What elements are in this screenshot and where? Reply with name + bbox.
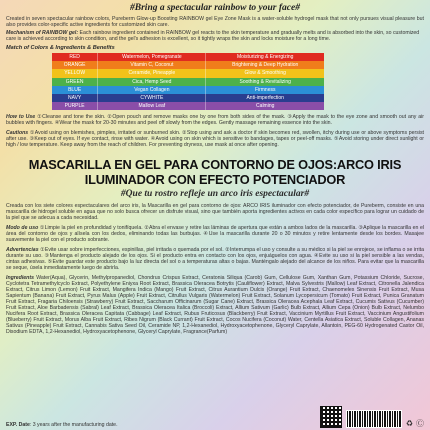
color-row-navy xyxy=(52,94,324,102)
bottom-bar xyxy=(6,406,424,428)
symbols xyxy=(406,420,424,428)
modo-de-uso-text: ①Limpie la piel en profundidad y tonifíquela. ②Abra el envase y retire las láminas de apertura que están a ambos lados de la mascarilla. ③Aplique la mascarilla en el área del contorno de ojos y alísela con los dedos, eliminando todas las burbujas. ④Use la mascarilla durante 20 o 30 minutos y retire lentamente desde los bordes. Masajee suavemente la piel con el producto sobrante. xyxy=(6,225,424,244)
mechanism-text xyxy=(6,30,424,42)
barcode xyxy=(346,410,402,428)
how-to-use-label: How to Use xyxy=(6,114,36,121)
color-cell-ingredient: CYWHITE xyxy=(98,94,206,102)
spanish-subtitle: #Que tu rostro refleje un arco iris espectacular# xyxy=(120,189,310,200)
color-row-blue xyxy=(52,86,324,94)
spanish-title-line-2: ILUMINADOR CON EFECTO POTENCIADOR xyxy=(84,171,346,187)
color-cell-benefit: Calming xyxy=(256,103,275,110)
color-cell-benefit: Moisturizing & Energizing xyxy=(237,54,294,60)
intro-text: Created in seven spectacular rainbow colors, Pureberm Glow-up Boosting RAINBOW gel Eye Zone Mask is a water-soluble hydrogel mask that not only pursues visual pleasure but also provides color-specific active ingredients for customized skin care. xyxy=(6,16,424,28)
top-title: #Bring a spectacular rainbow to your face# xyxy=(130,3,300,13)
spanish-intro: Creada con los siete colores espectaculares del arco iris, la Mascarilla en gel para contorno de ojos: ARCO IRIS iluminador con efecto potenciador, de Pureberm, consiste en una mascarilla de hidrogel soluble en agua que no solo busca ofrecer un disfrute visual, sino que también aporta ingredientes activos en cada color específico para lograr un cuidado de la piel que se adecua a cada necesidad. xyxy=(6,203,424,222)
color-cell-benefit: Soothing & Revitalizing xyxy=(239,78,291,85)
color-row-red xyxy=(52,53,324,61)
color-row-purple xyxy=(52,102,324,110)
color-cell-ingredient: Watermelon, Pomegranate xyxy=(98,53,206,61)
color-cell-color: GREEN xyxy=(52,78,98,86)
color-cell-ingredient: Mallow Leaf xyxy=(98,102,206,110)
color-cell-color: ORANGE xyxy=(52,61,98,69)
color-cell-ingredient: Vegan Collagen xyxy=(98,86,206,94)
color-cell-benefit: Anti-imperfection xyxy=(246,95,284,102)
mechanism-label: Mechanism of RAINBOW gel: xyxy=(6,30,79,36)
color-cell-color: BLUE xyxy=(52,86,98,94)
cautions xyxy=(6,130,424,148)
qr-code-icon xyxy=(320,406,342,428)
ingredients xyxy=(6,275,424,335)
modo-de-uso-label: Modo de uso xyxy=(6,225,39,232)
mechanism-body: Each rainbow ingredient contained in RAINBOW gel reacts to the skin temperature and gradually melts and is absorbed into the skin, so customized care is achieved according to skin condition, and the gel's adhesion is excellent, so it tightly wraps the skin and locks moisture for a long time. xyxy=(6,30,420,42)
bottom-icons xyxy=(320,406,424,428)
color-table xyxy=(52,53,324,110)
ingredients-text: Water(Aqua), Glycerin, Methylpropanediol, Chondrus Crispus Extract, Ceratonia Siliqua (Carob) Gum, Cellulose Gum, Xanthan Gum, Potassium Chloride, Sucrose, Cyclotetra Tetramethylcyclo Extract, Polyethylene Eniyxa Root Extract, Brassica Oleracea Botrytis (Cauliflower) Extract, Malva Sylvestris (Mallow) Leaf Extract, Citronella Jalendica Extract, Citrus Limon (Lemon) Fruit Extract, Mangifera Indica (Mango) Fruit Extract, Citrus Aurantium Dulcis (Orange) Fruit Extract, Chaenomeles Sinensis Fruit Extract, Musa Sapientum (Banana) Fruit Extract, Pyrus Malus (Apple) Fruit Extract, Citrullus Vulgaris (Watermelon) Fruit Extract, Solanum Lycopersicum (Tomato) Fruit Extract, Punica Granatum Fruit Extract, Fragaria Chiloensis (Strawberry) Fruit Extract, Saccharum Officinarum (Sugar Cane) Extract, Brassica Oleracea Acephala Leaf Extract, Cucumis Sativus (Cucumber) Fruit Extract, Aloe Barbadensis (Sabral) Leaf Extract, Brassica Oleracea Italica (Broccoli) Extract, Allium Sativum (Garlic) Bulb Extract, Allium Cepa (Onion) Bulb Extract, Nelumbo Nucifera Root Extract, Brassica Oleracea Capitata (Cabbage) Leaf Extract, Rubus Fruticosus (Blackberry) Fruit Extract, Vaccinium Myrtillus Fruit Extract, Vaccinium Angustifolium (Blueberry) Fruit Extract, Morus Alba Fruit Extract, Ribes Nigrum (Black Currant) Fruit Extract, Cocos Nucifera (Coconut) Water, Centella Asiatica Extract, Soluble Collagen, Ananas Sativus (Pineapple) Fruit Extract, Cannabis Sativa Seed Oil, Ceramide NP, 1,2-Hexanediol, Hydroxyacetophenone, Glyceryl Caprylate, Allantoin, PEG-60 Hydrogenated Castor Oil, Disodium EDTA, 1,2-Hexanediol, Hydroxyacetophenone, Glyceryl Caprylate, Fragrance(Parfum) xyxy=(6,275,424,336)
color-row-green xyxy=(52,78,324,86)
cautions-label: Cautions xyxy=(6,130,29,137)
color-row-orange xyxy=(52,61,324,69)
exp-date-text: : 3 years after the manufacturing date. xyxy=(29,422,118,428)
color-row-yellow xyxy=(52,69,324,77)
spanish-title xyxy=(6,158,424,187)
advertencias xyxy=(6,247,424,271)
color-cell-ingredient: Cica, Hemp Seed xyxy=(98,78,206,86)
color-cell-color: NAVY xyxy=(52,94,98,102)
color-cell-benefit: Glow & Smoothing xyxy=(244,70,286,77)
modo-de-uso xyxy=(6,225,424,243)
exp-date-label: EXP. Date xyxy=(6,422,30,428)
how-to-use xyxy=(6,114,424,126)
color-cell-color: RED xyxy=(52,53,98,61)
color-cell-ingredient: Ceramide, Pineapple xyxy=(98,69,206,77)
advertencias-text: ①Evite usar sobre imperfecciones, espinillas, piel irritada o quemada por el sol. ②Interrumpa el uso y consulte a su médico si la piel se enrojece, se inflama o se irrita durante su uso. ③Mantenga el producto alejado de los ojos. Si el producto entra en contacto con los ojos, enjuáguelos con agua. ④Evite su uso si la piel sensible a las vendas, cintas adhesivas. ⑤Evite guardar este producto bajo la luz directa del sol o a temperaturas altas o bajas. Manténgalo alejado del alcance de los niños. Para evitar que la mascarilla se seque, úsela inmediatamente luego de abrirla. xyxy=(6,247,424,272)
color-cell-color: PURPLE xyxy=(52,102,98,110)
color-cell-benefit: Brightening & Deep Hydration xyxy=(232,62,299,69)
how-to-use-text: ①Cleanse and tone the skin. ②Open pouch and remove masks one by one from both sides of the mask. ③Apply the mask to the eye zone and smooth out any air bubbles with fingers. ④Wear the mask for 20-30 minutes and peel off slowly from the edges. Gently massage remaining essence into the skin. xyxy=(6,114,424,127)
recycle-icon: ♻ xyxy=(405,419,413,428)
advertencias-label: Advertencias xyxy=(6,247,39,254)
color-cell-ingredient: Vitamin C, Coconut xyxy=(98,61,206,69)
ce-mark-icon: Ⓒ xyxy=(416,419,424,428)
match-title: Match of Colors & Ingredients & Benefits xyxy=(6,45,115,51)
color-cell-color: YELLOW xyxy=(52,69,98,77)
exp-date xyxy=(6,422,118,428)
barcode-icon xyxy=(346,410,402,428)
color-cell-benefit: Firmness xyxy=(254,86,276,93)
cautions-text: ①Avoid using on blemishes, pimples, irritated or sunburned skin. ②Stop using and ask a doctor if skin becomes red, swollen, itchy during use or above symptoms persist after use. ③Keep out of eyes. If eye contact, rinse with water. ④Avoid using on skin which is sensitive to bandages, tapes or peel-off masks. ⑤Avoid storing under direct sunlight or high / low temperature. Keep away from the reach of children. For preventing dryness, use mask at once after opening. xyxy=(6,130,424,149)
spanish-title-line-1: MASCARILLA EN GEL PARA CONTORNO DE OJOS:ARCO IRIS xyxy=(28,157,402,173)
ingredients-label: Ingredients xyxy=(6,275,34,282)
